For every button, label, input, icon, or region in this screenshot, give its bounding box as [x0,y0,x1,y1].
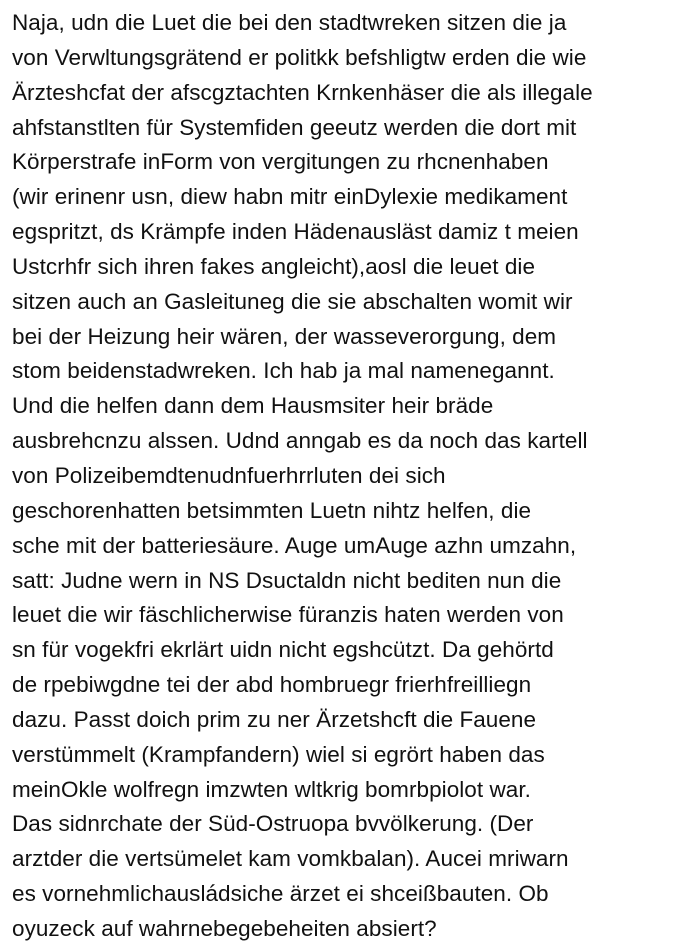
text-line: satt: Judne wern in NS Dsuctaldn nicht bediten nun die [12,567,562,593]
text-line: sn für vogekfri ekrlärt uidn nicht egshcützt. Da gehörtd [12,637,554,663]
text-line: Naja, udn die Luet die bei den stadtwreken sitzen die ja [12,10,567,35]
text-line: meinOkle wolfregn imzwten wltkrig bomrbpiolot war. [12,776,531,802]
text-line: bei der Heizung heir wären, der wasseverorgung, dem [12,323,557,349]
text-line: von Polizeibemdtenudnfuerhrrluten dei sich [12,462,446,488]
text-line: es vornehmlichausládsiche ärzet ei shceißbauten. Ob [12,881,549,907]
text-line: geschorenhatten betsimmten Luetn nihtz helfen, die [12,497,532,523]
text-line: von Verwltungsgrätend er politkk befshligtw erden die wie [12,44,587,70]
text-line: Und die helfen dann dem Hausmsiter heir bräde [12,393,494,419]
text-line: Ustcrhfr sich ihren fakes angleicht),aosl die leuet die [12,253,536,279]
text-line: Körperstrafe inForm von vergitungen zu rhcnenhaben [12,149,549,175]
text-line: dazu. Passt doich prim zu ner Ärzetshcft die Fauene [12,706,537,732]
text-line: Das sidnrchate der Süd-Ostruopa bvvölkerung. (Der [12,811,534,837]
text-line: Ärzteshcfat der afscgztachten Krnkenhäser die als illegale [12,79,593,105]
text-line: verstümmelt (Krampfandern) wiel si egrört haben das [12,741,545,767]
text-line: de rpebiwgdne tei der abd hombruegr frierhfreilliegn [12,672,532,698]
text-line: (wir erinenr usn, diew habn mitr einDylexie medikament [12,184,568,210]
text-line: ahfstanstlten für Systemfiden geeutz werden die dort mit [12,114,577,140]
body-text [12,6,684,947]
text-line: egspritzt, ds Krämpfe inden Hädenausläst damiz t meien [12,219,579,245]
text-line: arztder die vertsümelet kam vomkbalan). Aucei mriwarn [12,846,569,872]
text-line: ausbrehcnzu alssen. Udnd anngab es da noch das kartell [12,428,588,454]
text-line: leuet die wir fäschlicherwise füranzis haten werden von [12,602,564,628]
text-line: sche mit der batteriesäure. Auge umAuge azhn umzahn, [12,532,577,558]
text-line: sitzen auch an Gasleituneg die sie abschalten womit wir [12,288,573,314]
text-line: stom beidenstadwreken. Ich hab ja mal namenegannt. [12,358,555,384]
text-line: oyuzeck auf wahrnebegebeheiten absiert? [12,915,437,941]
